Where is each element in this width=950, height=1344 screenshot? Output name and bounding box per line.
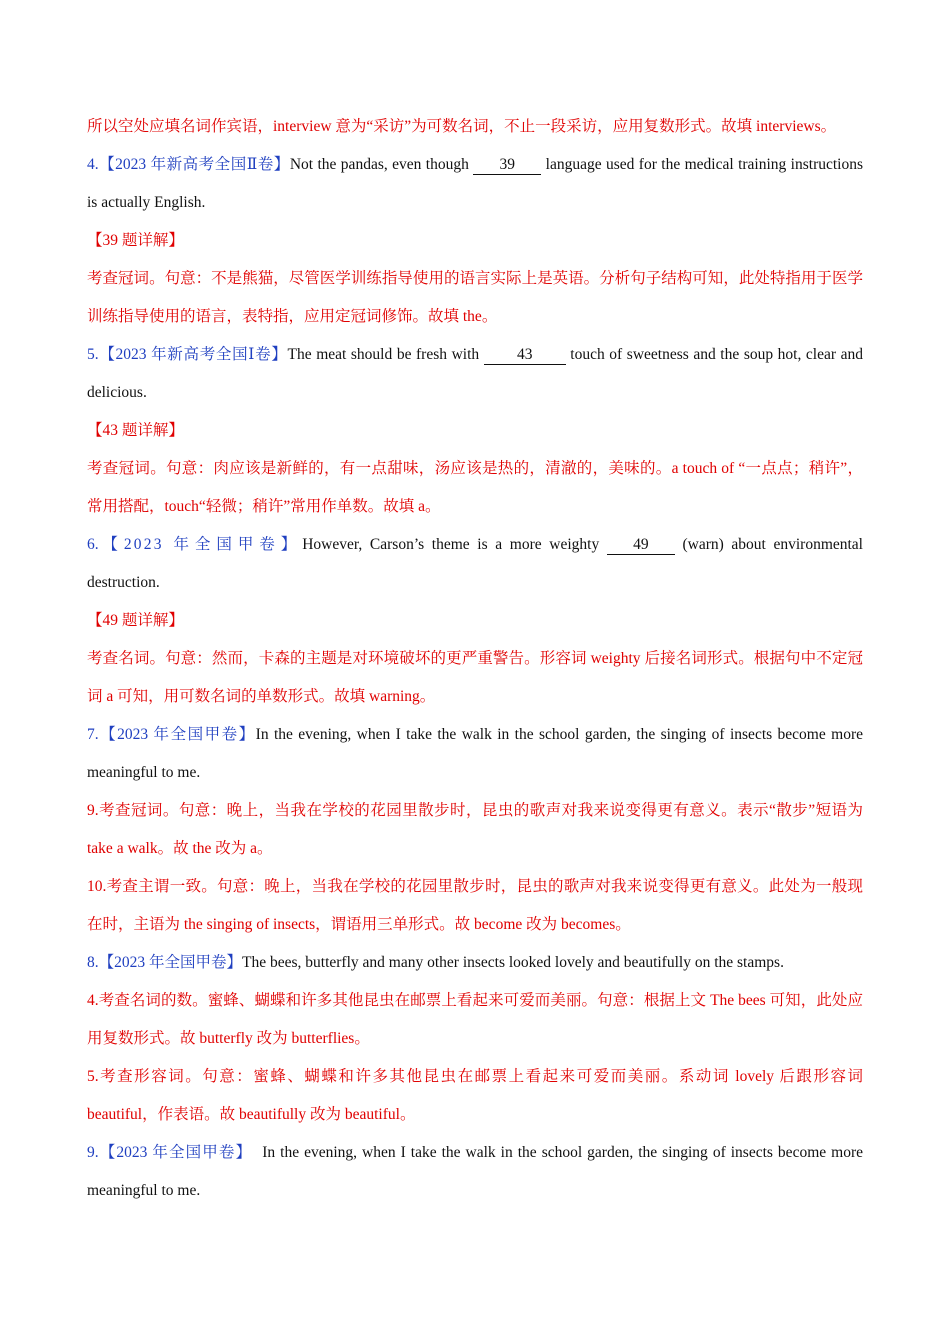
explanation-text: 9.考查冠词。句意：晚上，当我在学校的花园里散步时，昆虫的歌声对我来说变得更有意义。表示“散步”短语为 take a walk。故 the 改为 a。 bbox=[87, 802, 863, 857]
detail-heading: 【49 题详解】 bbox=[87, 612, 184, 629]
exam-tag: 【2023 年全国甲卷】 bbox=[98, 1144, 253, 1161]
question-text: The bees, butterfly and many other insects looked lovely and beautifully on the stamps. bbox=[242, 954, 784, 971]
exam-tag: 【2023 年全国甲卷】 bbox=[98, 536, 303, 553]
explanation-text: 5.考查形容词。句意：蜜蜂、蝴蝶和许多其他昆虫在邮票上看起来可爱而美丽。系动词 lovely 后跟形容词 beautiful，作表语。故 beautifully 改为 beautiful。 bbox=[87, 1068, 863, 1123]
explanation-text: 所以空处应填名词作宾语，interview 意为“采访”为可数名词，不止一段采访，应用复数形式。故填 interviews。 bbox=[87, 118, 837, 135]
document-page bbox=[87, 108, 867, 1210]
question-7 bbox=[87, 716, 863, 792]
explanation-text: 考查冠词。句意：肉应该是新鲜的，有一点甜味，汤应该是热的，清澈的，美味的。a touch of “一点点；稍许”，常用搭配，touch“轻微；稍许”常用作单数。故填 a。 bbox=[87, 460, 863, 515]
question-6 bbox=[87, 526, 863, 602]
exam-tag: 【2023 年全国甲卷】 bbox=[98, 726, 256, 743]
question-5 bbox=[87, 336, 863, 412]
answer-blank: 39 bbox=[473, 156, 541, 175]
question-text: In the evening, when I take the walk in the school garden, the singing of insects become more meaningful to me. bbox=[87, 726, 863, 781]
question-number: 7. bbox=[87, 726, 99, 743]
question-9 bbox=[87, 1134, 867, 1210]
exam-tag: 【2023 年新高考全国Ⅱ卷】 bbox=[98, 156, 290, 173]
explanation-text: 10.考查主谓一致。句意：晚上，当我在学校的花园里散步时，昆虫的歌声对我来说变得更有意义。此处为一般现在时，主语为 the singing of insects，谓语用三单形式。故 become 改为 becomes。 bbox=[87, 878, 863, 933]
question-4 bbox=[87, 146, 863, 222]
question-number: 8. bbox=[87, 954, 99, 971]
question-8 bbox=[87, 944, 863, 982]
exam-tag: 【2023 年新高考全国Ⅰ卷】 bbox=[98, 346, 288, 363]
question-text-after: (warn) about environmental destruction. bbox=[87, 536, 863, 591]
detail-heading: 【39 题详解】 bbox=[87, 232, 184, 249]
question-text-before: However, Carson’s theme is a more weighty bbox=[302, 536, 607, 553]
question-text-after: touch of sweetness and the soup hot, clear and delicious. bbox=[87, 346, 863, 401]
question-text-before: Not the pandas, even though bbox=[289, 156, 474, 173]
answer-blank: 49 bbox=[607, 536, 675, 555]
explanation-text: 考查名词。句意：然而，卡森的主题是对环境破坏的更严重警告。形容词 weighty 后接名词形式。根据句中不定冠词 a 可知，用可数名词的单数形式。故填 warning。 bbox=[87, 650, 863, 705]
question-number: 6. bbox=[87, 536, 99, 553]
question-number: 4. bbox=[87, 156, 99, 173]
question-text: In the evening, when I take the walk in the school garden, the singing of insects become more meaningful to me. bbox=[87, 1144, 867, 1199]
question-number: 9. bbox=[87, 1144, 99, 1161]
explanation-text: 4.考查名词的数。蜜蜂、蝴蝶和许多其他昆虫在邮票上看起来可爱而美丽。句意：根据上文 The bees 可知，此处应用复数形式。故 butterfly 改为 butterflies。 bbox=[87, 992, 863, 1047]
question-number: 5. bbox=[87, 346, 99, 363]
exam-tag: 【2023 年全国甲卷】 bbox=[98, 954, 243, 971]
question-text-before: The meat should be fresh with bbox=[287, 346, 484, 363]
detail-heading: 【43 题详解】 bbox=[87, 422, 184, 439]
question-text-after: language used for the medical training instructions is actually English. bbox=[87, 156, 864, 211]
answer-blank: 43 bbox=[484, 346, 566, 365]
explanation-text: 考查冠词。句意：不是熊猫，尽管医学训练指导使用的语言实际上是英语。分析句子结构可知，此处特指用于医学训练指导使用的语言，表特指，应用定冠词修饰。故填 the。 bbox=[87, 270, 863, 325]
